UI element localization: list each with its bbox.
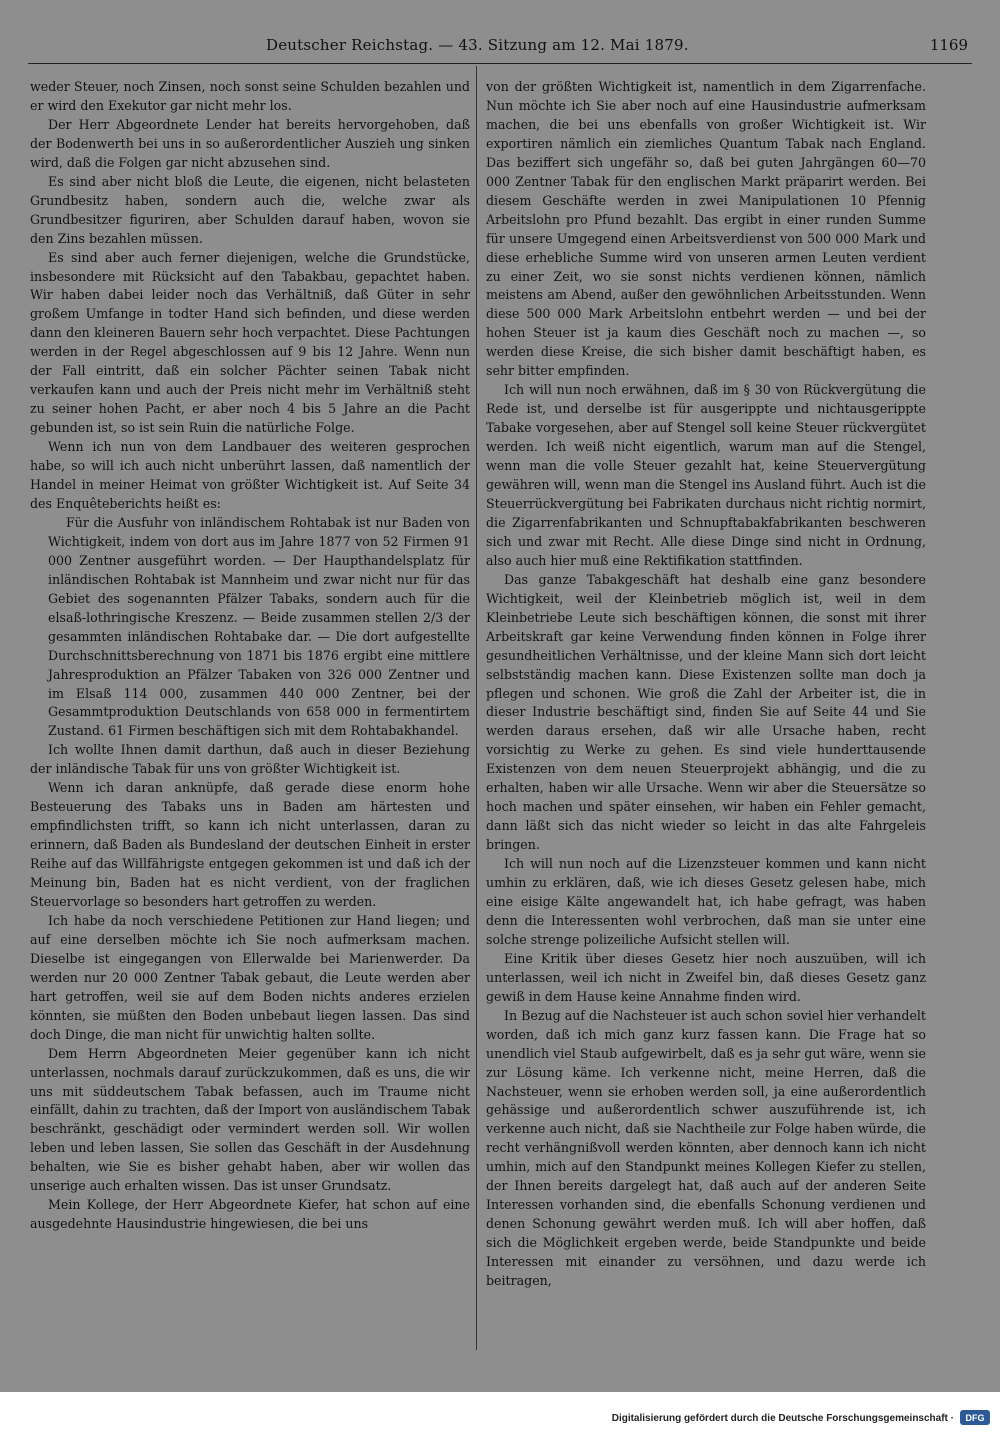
paragraph: Eine Kritik über dieses Gesetz hier noch auszuüben, will ich unterlassen, weil ich nicht in Zweifel bin, daß dieses Gesetz ganz gewiß in dem Hause keine Annahme finden wird. — [486, 950, 926, 1004]
paragraph: Es sind aber nicht bloß die Leute, die eigenen, nicht belasteten Grundbesitz haben, sondern auch die, welche zwar als Grundbesitzer figuriren, aber Schulden darauf haben, wovon sie den Zins bezahlen müssen. — [30, 173, 470, 246]
paragraph: Ich habe da noch verschiedene Petitionen zur Hand liegen; und auf eine derselben möchte ich Sie noch aufmerksam machen. Dieselbe ist eingegangen von Ellerwalde bei Marienwerder. Da werden nur 20 000 Zentner Tabak gebaut, die Leute werden aber hart getroffen, weil sie auf dem Boden nichts anderes erzielen könnten, sie müßten den Boden unbebaut liegen lassen. Das sind doch Dinge, die man nicht für unwichtig halten sollte. — [30, 912, 470, 1042]
dfg-logo-icon — [960, 1410, 990, 1425]
paragraph: Wenn ich nun von dem Landbauer des weiteren gesprochen habe, so will ich auch nicht unberührt lassen, daß namentlich der Handel in meiner Heimat von größter Wichtigkeit ist. Auf Seite 34 des Enquêteberichts heißt es: — [30, 439, 470, 511]
page-number: 1169 — [929, 36, 968, 54]
paragraph: Ich will nun noch auf die Lizenzsteuer kommen und kann nicht umhin zu erklären, daß, wie ich dieses Gesetz gelesen habe, mich eine eisige Kälte angewandelt hat, ich habe gefragt, was haben denn die Interessenten wohl verbrochen, daß man sie unter eine solche strenge polizeiliche Aufsicht stellen will. — [486, 856, 926, 947]
paragraph: Es sind aber auch ferner diejenigen, welche die Grundstücke, insbesondere mit Rücksicht auf den Tabakbau, gepachtet haben. Wir haben dabei leider noch das Verhältniß, daß Güter in sehr großem Umfange in todter Hand sich befinden, und diese werden dann den kleineren Bauern sehr hoch verpachtet. Diese Pachtungen werden in der Regel abgeschlossen auf 9 bis 12 Jahre. Wenn nun der Fall eintritt, daß ein solcher Pächter seinen Tabak nicht verkaufen kann und auch der Preis nicht mehr im Verhältniß steht zu seiner hohen Pacht, er aber noch 4 bis 5 Jahre an die Pacht gebunden ist, so ist sein Ruin die natürliche Folge. — [30, 249, 470, 436]
paragraph: von der größten Wichtigkeit ist, namentlich in dem Zigarrenfache. Nun möchte ich Sie aber noch auf eine Hausindustrie aufmerksam machen, die bei uns ebenfalls von großer Wichtigkeit ist. Wir exportiren nämlich ein ziemliches Quantum Tabak nach England. Das beziffert sich ungefähr so, daß bei guten Jahrgängen 60—70 000 Zentner Tabak für den englischen Markt präparirt werden. Bei diesem Geschäfte werden in zwei Manipulationen 10 Pfennig Arbeitslohn pro Pfund bezahlt. Das ergibt in einer runden Summe für unsere Umgegend einen Arbeitsverdienst von 500 000 Mark und diese erhebliche Summe wird von unseren armen Leuten verdient zu einer Zeit, wo sie sonst nichts verdienen können, nämlich meistens am Abend, außer den gewöhnlichen Arbeitsstunden. Wenn diese 500 000 Mark Arbeitslohn entbehrt werden — und bei der hohen Steuer ist ja kaum dies Geschäft noch zu machen —, so werden diese Kreise, die sich bisher damit beschäftigt haben, es sehr bitter empfinden. — [486, 79, 926, 379]
dfg-logo-text: DFG — [965, 1413, 985, 1423]
running-header — [28, 36, 972, 58]
column-divider — [476, 66, 477, 1350]
left-column — [30, 78, 470, 1348]
header-title: Deutscher Reichstag. — 43. Sitzung am 12. Mai 1879. — [266, 36, 689, 54]
right-column — [486, 78, 926, 1348]
paragraph: Wenn ich daran anknüpfe, daß gerade diese enorm hohe Besteuerung des Tabaks uns in Baden am härtesten und empfindlichsten trifft, so kann ich nicht unterlassen, daran zu erinnern, daß Baden als Bundesland der deutschen Einheit in erster Reihe auf das Willfährigste entgegen gekommen ist und daß ich der Meinung bin, Baden hat es nicht verdient, von der fraglichen Steuervorlage so besonders hart getroffen zu werden. — [30, 780, 470, 909]
paragraph: Ich wollte Ihnen damit darthun, daß auch in dieser Beziehung der inländische Tabak für uns von größter Wichtigkeit ist. — [30, 742, 470, 777]
paragraph: weder Steuer, noch Zinsen, noch sonst seine Schulden bezahlen und er wird den Exekutor gar nicht mehr los. — [30, 79, 470, 113]
digitization-footer — [0, 1392, 1000, 1432]
paragraph: Dem Herrn Abgeordneten Meier gegenüber kann ich nicht unterlassen, nochmals darauf zurückzukommen, daß es uns, die wir uns mit süddeutschem Tabak befassen, auch im Traume nicht einfällt, dahin zu trachten, daß der Import von ausländischem Tabak beschränkt, geschädigt oder vermindert werden soll. Wir wollen leben und leben lassen, Sie sollen das Geschäft in der Ausdehnung behalten, wie Sie es bisher gehabt haben, aber wir wollen das unserige auch erhalten wissen. Das ist unser Grundsatz. — [30, 1045, 470, 1194]
paragraph: Mein Kollege, der Herr Abgeordnete Kiefer, hat schon auf eine ausgedehnte Hausindustrie hingewiesen, die bei uns — [30, 1197, 470, 1232]
paragraph: Der Herr Abgeordnete Lender hat bereits hervorgehoben, daß der Bodenwerth bei uns in so außerordentlicher Auszieh ung sinken wird, daß die Folgen gar nicht abzusehen sind. — [30, 116, 470, 170]
paragraph: In Bezug auf die Nachsteuer ist auch schon soviel hier verhandelt worden, daß ich mich ganz kurz fassen kann. Die Frage hat so unendlich viel Staub aufgewirbelt, daß es ja sehr gut wäre, wenn sie zur Lösung käme. Ich verkenne nicht, meine Herren, daß die Nachsteuer, wenn sie erhoben werden soll, ja eine außerordentlich gehässige und außerordentlich schwer auszuführende ist, ich verkenne auch nicht, daß sie Nachtheile zur Folge haben würde, die recht verhängnißvoll werden könnten, aber dennoch kann ich nicht umhin, mich auf den Standpunkt meines Kollegen Kiefer zu stellen, der Ihnen bereits dargelegt hat, daß auch auf der anderen Seite Interessen vorhanden sind, die ebenfalls Schonung verdienen und denen Schonung gewährt werden muß. Ich will aber hoffen, daß sich die Möglichkeit ergeben werde, beide Standpunkte und beide Interessen mit einander zu versöhnen, und dazu werde ich beitragen, — [486, 1007, 926, 1289]
header-rule — [28, 63, 972, 64]
quoted-paragraph: Für die Ausfuhr von inländischem Rohtabak ist nur Baden von Wichtigkeit, indem von dort aus im Jahre 1877 von 52 Firmen 91 000 Zentner ausgeführt worden. — Der Haupthandelsplatz für inländischen Rohtabak ist Mannheim und zwar nicht nur für das Gebiet des sogenannten Pfälzer Tabaks, sondern auch für die elsaß-lothringische Kreszenz. — Beide zusammen stellen 2/3 der gesammten inländischen Rohtabake dar. — Die dort aufgestellte Durchschnittsberechnung von 1871 bis 1876 ergibt eine mittlere Jahresproduktion an Pfälzer Tabaken von 326 000 Zentner und im Elsaß 114 000, zusammen 440 000 Zentner, bei der Gesammtproduktion Deutschlands von 658 000 in fermentirtem Zustand. 61 Firmen beschäftigen sich mit dem Rohtabakhandel. — [48, 514, 470, 739]
paragraph: Ich will nun noch erwähnen, daß im § 30 von Rückvergütung die Rede ist, und derselbe ist für ausgerippte und nichtausgerippte Tabake vorgesehen, aber auf Stengel soll keine Steuer rückvergütet werden. Ich weiß nicht eigentlich, warum man auf die Stengel, wenn man die volle Steuer gezahlt hat, keine Steuervergütung gewähren will, wenn man die Stengel ins Ausland führt. Auch ist die Steuerrückvergütung bei Fabrikaten durchaus nicht richtig normirt, die Zigarrenfabrikanten und Schnupftabakfabrikanten beschweren sich und zwar mit Recht. Alle diese Dinge sind nicht in Ordnung, also auch hier muß eine Rektifikation stattfinden. — [486, 382, 926, 568]
dfg-credit-text: Digitalisierung gefördert durch die Deutsche Forschungsgemeinschaft · — [611, 1413, 954, 1424]
paragraph: Das ganze Tabakgeschäft hat deshalb eine ganz besondere Wichtigkeit, weil der Kleinbetrieb möglich ist, weil in dem Kleinbetriebe Leute sich beschäftigen können, die sonst mit ihrer Arbeitskraft gar keine Verwendung finden können in Folge ihrer gesundheitlichen Verhältnisse, und der kleine Mann sich dort leicht selbstständig machen kann. Diese Existenzen sollte man doch ja pflegen und schonen. Wie groß die Zahl der Arbeiter ist, die in dieser Industrie beschäftigt sind, finden Sie auf Seite 44 und Sie werden daraus ersehen, daß wir alle Ursache haben, recht vorsichtig zu Werke zu gehen. Es sind viele hunderttausende Existenzen von dem neuen Steuerprojekt abhängig, und die zu erhalten, haben wir alle Ursache. Wenn wir aber die Steuersätze so hoch machen und später einsehen, wir haben ein Fehler gemacht, dann läßt sich das nicht wieder so leicht in das alte Fahrgeleis bringen. — [486, 571, 926, 853]
